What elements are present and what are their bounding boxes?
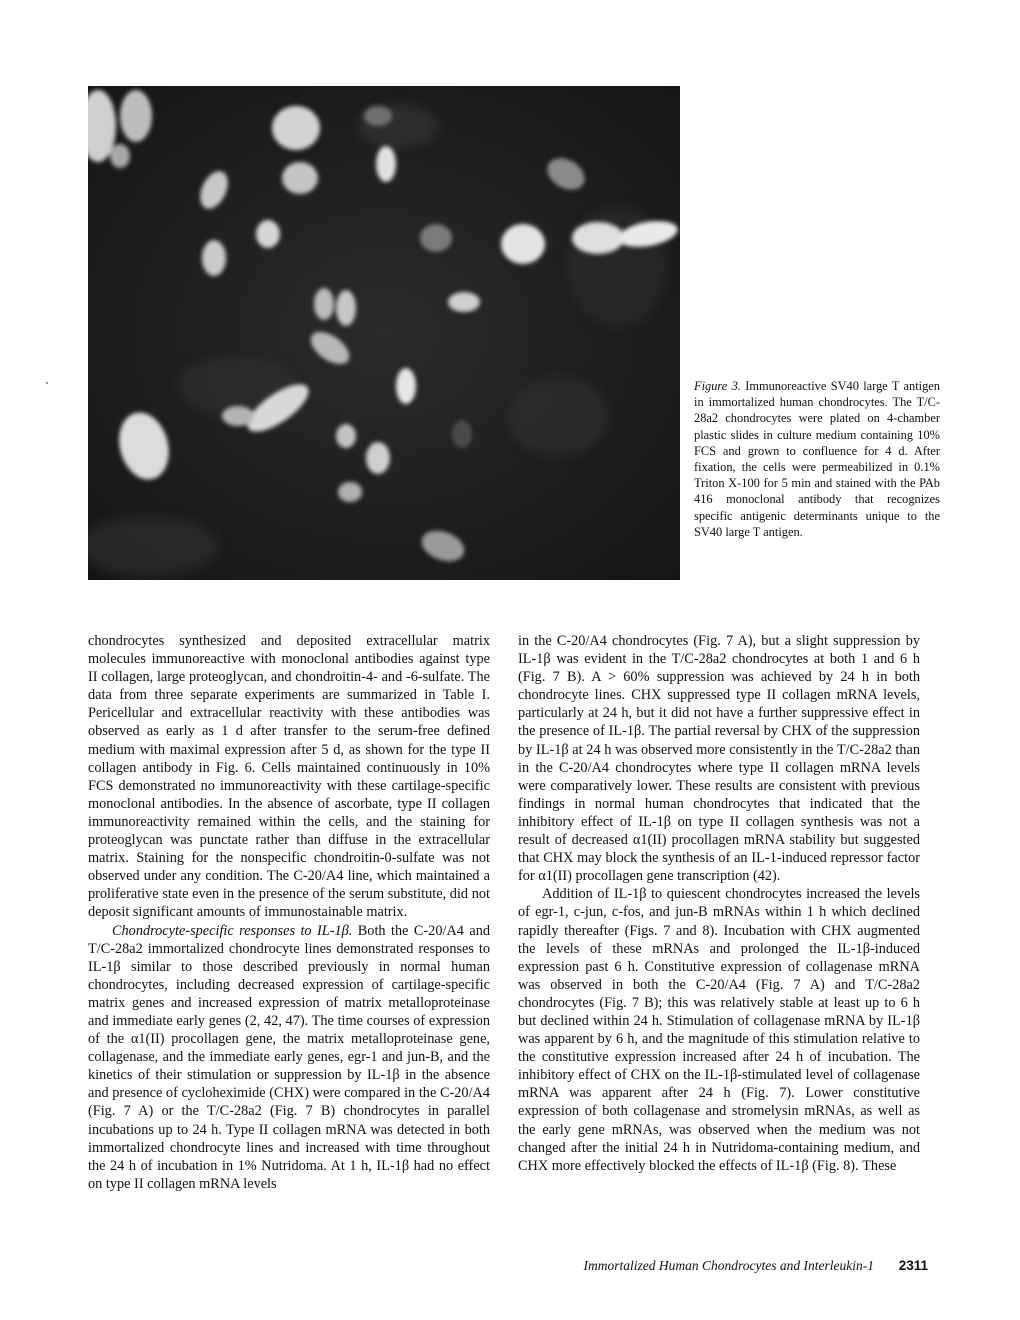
nucleus xyxy=(202,240,226,276)
page-footer xyxy=(88,1258,940,1278)
micrograph-svg xyxy=(88,86,680,580)
nucleus xyxy=(364,106,392,126)
nucleus xyxy=(572,222,624,254)
nucleus xyxy=(376,146,396,182)
body-paragraph: Addition of IL-1β to quiescent chondrocytes increased the levels of egr-1, c-jun, c-fos, and jun-B mRNAs within 1 h which declined rapidly thereafter (Figs. 7 and 8). Incubation with CHX augmented the levels of these mRNAs and prolonged the IL-1β-induced expression past 6 h. Constitutive expression of collagenase mRNA was observed in both the C-20/A4 (Fig. 7 A) and T/C-28a2 chondrocytes (Fig. 7 B); this was relatively stable at least up to 6 h but declined within 24 h. Stimulation of collagenase mRNA by IL-1β was apparent by 6 h, and the magnitude of this stimulation relative to the constitutive expression increased after 24 h of incubation. The inhibitory effect of CHX on the IL-1β-stimulated level of collagenase mRNA was apparent after 24 h (Fig. 7). Lower constitutive expression of both collagenase and stromelysin mRNAs, as well as the early gene mRNAs, was observed when the medium was not changed after the initial 24 h in Nutridoma-containing medium, and CHX more effectively blocked the effects of IL-1β (Fig. 8). These xyxy=(518,886,920,1174)
nucleus xyxy=(272,106,320,150)
nucleus xyxy=(120,90,152,142)
nucleus xyxy=(338,482,362,502)
left-column xyxy=(88,632,490,1193)
paragraph-text: Both the C-20/A4 and T/C-28a2 immortalized chondrocyte lines demonstrated responses to IL-1β similar to those described previously in normal human chondrocytes, including decreased expression of cartilage-specific matrix genes and increased expression of matrix metalloproteinase and immediate early genes (2, 42, 47). The time courses of expression of the α1(II) procollagen gene, the matrix metalloproteinase gene, collagenase, and the immediate early genes, egr-1 and jun-B, and the kinetics of their stimulation or suppression by IL-1β in the absence and presence of cycloheximide (CHX) were compared in the C-20/A4 (Fig. 7 A) or the T/C-28a2 (Fig. 7 B) chondrocytes in parallel incubations up to 24 h. Type II collagen mRNA was detected in both immortalized chondrocyte lines and increased with time throughout the 24 h of incubation in 1% Nutridoma. At 1 h, IL-1β had no effect on type II collagen mRNA levels xyxy=(88,922,490,1192)
scan-speck xyxy=(46,382,48,384)
figure-caption-text: Immunoreactive SV40 large T antigen in immortalized human chondrocytes. The T/C-28a2 chondrocytes were plated on 4-chamber plastic slides in culture medium containing 10% FCS and grown to confluence for 4 d. After fixation, the cells were permeabilized in 0.1% Triton X-100 for 5 min and stained with the PAb 416 monoclonal antibody that recognizes specific antigenic determinants unique to the SV40 large T antigen. xyxy=(694,379,940,539)
section-subheading: Chondrocyte-specific responses to IL-1β. xyxy=(112,922,353,939)
body-paragraph: in the C-20/A4 chondrocytes (Fig. 7 A), but a slight suppression by IL-1β was evident in the T/C-28a2 chondrocytes at both 1 and 6 h (Fig. 7 B). A > 60% suppression was achieved by 24 h in both chondrocyte lines. CHX suppressed type II collagen mRNA levels, particularly at 24 h, but it did not have a further suppressive effect in the presence of IL-1β. The partial reversal by CHX of the suppression by IL-1β at 24 h was observed more consistently in the T/C-28a2 than in the C-20/A4 chondrocytes where type II collagen mRNA levels were comparatively lower. These results are consistent with previous findings in normal human chondrocytes that indicated that the inhibitory effect of IL-1β on type II collagen synthesis was not a result of decreased α1(II) procollagen mRNA stability but suggested that CHX may block the synthesis of an IL-1-induced repressor factor for α1(II) procollagen gene transcription (42). xyxy=(518,633,920,885)
right-column xyxy=(518,632,920,1175)
nucleus xyxy=(336,290,356,326)
nucleus xyxy=(256,220,280,248)
nucleus xyxy=(336,424,356,448)
body-paragraph: chondrocytes synthesized and deposited extracellular matrix molecules immunoreactive with monoclonal antibodies against type II collagen, large proteoglycan, and chondroitin-4- and -6-sulfate. The data from three separate experiments are summarized in Table I. Pericellular and extracellular reactivity with these antibodies was observed as early as 1 d after transfer to the serum-free defined medium with maximal expression after 5 d, as shown for the type II collagen antibody in Fig. 6. Cells maintained continuously in 10% FCS demonstrated no immunoreactivity with these cartilage-specific monoclonal antibodies. In the absence of ascorbate, type II collagen immunoreactivity remained within the cells, and the staining for proteoglycan was punctate rather than diffuse in the extracellular matrix. Staining for the nonspecific chondroitin-0-sulfate was not observed under any condition. The C-20/A4 line, which maintained a proliferative state even in the presence of the serum substitute, did not deposit significant amounts of immunostainable matrix. xyxy=(88,633,490,921)
nucleus xyxy=(452,420,472,448)
figure-3-micrograph xyxy=(88,86,680,580)
running-title: Immortalized Human Chondrocytes and Interleukin-1 xyxy=(583,1258,874,1273)
nucleus xyxy=(420,224,452,252)
nucleus xyxy=(110,144,130,168)
body-paragraph xyxy=(88,922,490,1193)
nucleus xyxy=(448,292,480,312)
figure-caption-label: Figure 3. xyxy=(694,379,741,393)
nucleus xyxy=(222,406,254,426)
nucleus xyxy=(501,224,545,264)
nucleus xyxy=(366,442,390,474)
page-number: 2311 xyxy=(898,1258,928,1273)
nucleus xyxy=(282,162,318,194)
nucleus xyxy=(396,368,416,404)
nucleus xyxy=(314,288,334,320)
figure-caption xyxy=(694,378,940,540)
